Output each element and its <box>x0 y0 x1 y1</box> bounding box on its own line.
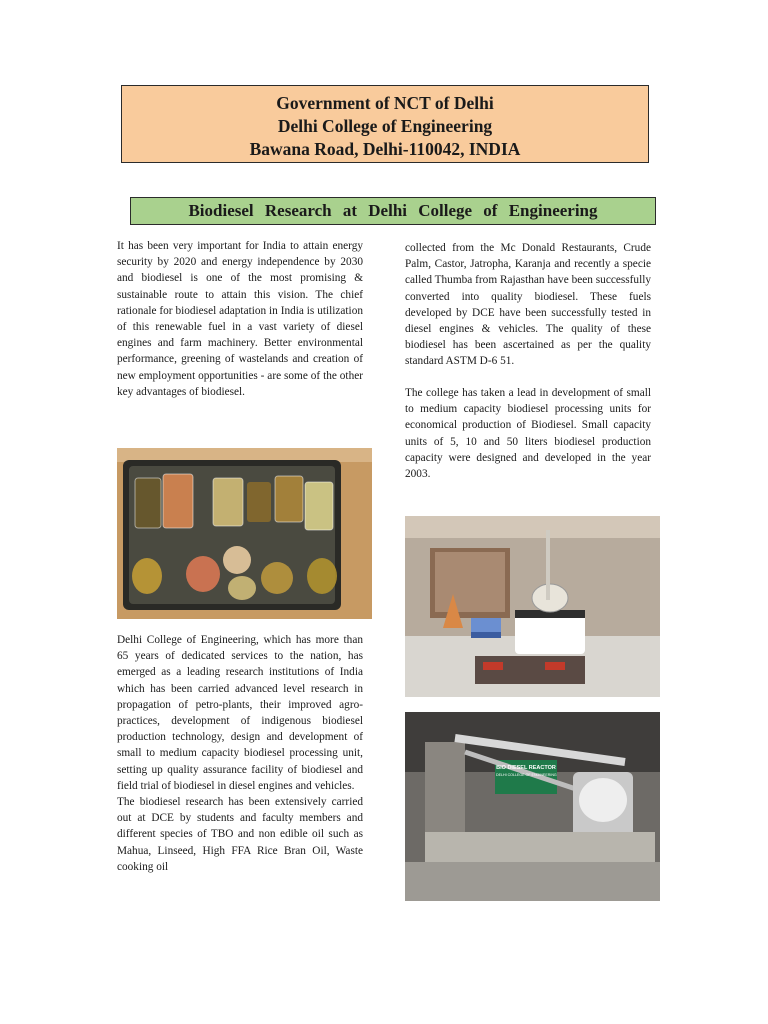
reactor-label-title: BIO DIESEL REACTOR <box>496 765 556 771</box>
reactor-label <box>496 764 556 794</box>
paragraph-dce-profile: Delhi College of Engineering, which has more than 65 years of dedicated services to the nation, has emerged as a leading research institutions of India which has been carried advanced level research in propagation of petro-plants, their improved agro-practices, development of indigenous biodiesel production technology, design and development of small to medium capacity biodiesel processing unit, setting up quality assurance facility of biodiesel and field trial of biodiesel in diesel engines and vehicles. <box>117 634 363 792</box>
left-column-institution <box>117 632 363 875</box>
right-column-units <box>405 385 651 482</box>
left-column-intro <box>117 238 363 400</box>
page-title: Biodiesel Research at Delhi College of Engineering <box>130 197 656 225</box>
paragraph-energy-security: It has been very important for India to attain energy security by 2020 and energy independence by 2030 and biodiesel is one of the most promising & sustainable route to attain this vision. The chief rationale for biodiesel adaptation in India is utilization of this renewable fuel in a vast variety of diesel engines and farm machinery. Better environmental performance, greening of wastelands and creation of new employment opportunities - are some of the other key advantages of biodiesel. <box>117 240 363 398</box>
photo-lab-apparatus <box>405 516 660 697</box>
reactor-label-subtitle: DELHI COLLEGE OF ENGINEERING <box>496 773 557 777</box>
paragraph-research-species: The biodiesel research has been extensively carried out at DCE by students and faculty members and different species of TBO and non edible oil such as Mahua, Linseed, High FFA Rice Bran Oil, Waste cooking oil <box>117 796 363 873</box>
header-address: Bawana Road, Delhi-110042, INDIA <box>249 139 521 159</box>
photo-biodiesel-reactor <box>405 712 660 901</box>
header-government: Government of NCT of Delhi <box>276 93 494 113</box>
institution-header <box>121 85 649 163</box>
right-column-fuels <box>405 240 651 370</box>
paragraph-processing-units: The college has taken a lead in development of small to medium capacity biodiesel processing units for economical production of Biodiesel. Small capacity units of 5, 10 and 50 liters biodiesel production capacity were designed and developed in the year 2003. <box>405 387 651 481</box>
header-college: Delhi College of Engineering <box>277 116 493 136</box>
photo-biodiesel-samples <box>117 448 372 619</box>
paragraph-feedstocks: collected from the Mc Donald Restaurants, Crude Palm, Castor, Jatropha, Karanja and recently a specie called Thumba from Rajasthan have been successfully converted into quality biodiesel. These fuels developed by DCE have been successfully tested in diesel engines & vehicles. The quality of these biodiesel has been ascertained as per the quality standard ASTM D-6 51. <box>405 242 651 368</box>
